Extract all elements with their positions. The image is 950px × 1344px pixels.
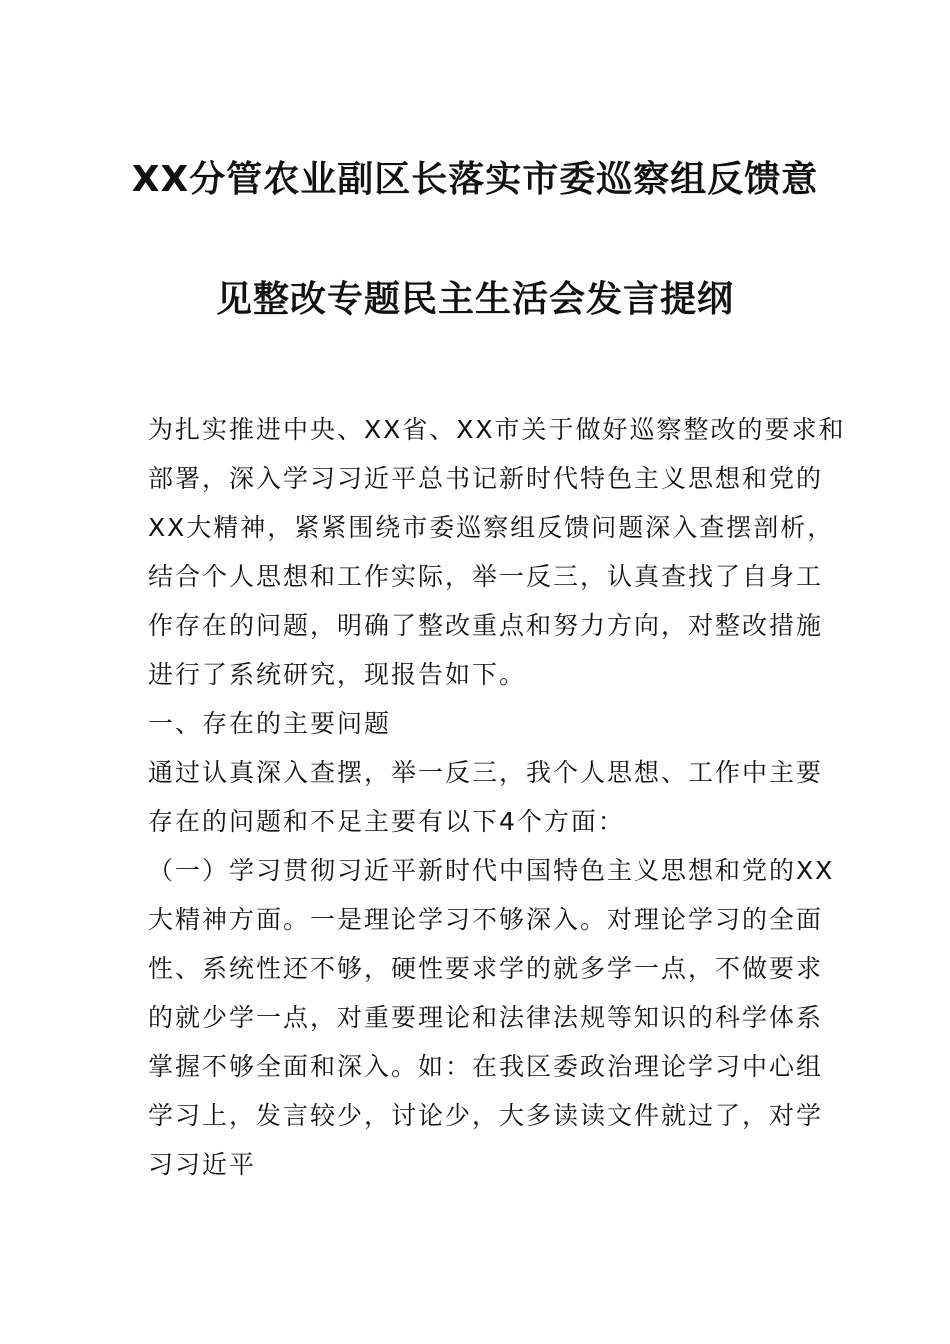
body-line: 学习上，发言较少，讨论少，大多读读文件就过了，对学 xyxy=(148,1101,824,1130)
body-line: 进行了系统研究，现报告如下。 xyxy=(148,660,527,689)
body-line: 作存在的问题，明确了整改重点和努力方向，对整改措施 xyxy=(148,611,824,640)
body-line: 习习近平 xyxy=(148,1150,257,1179)
body-line: 性、系统性还不够，硬性要求学的就多学一点，不做要求 xyxy=(148,954,824,983)
body-line: 通过认真深入查摆，举一反三，我个人思想、工作中主要 xyxy=(148,758,824,787)
body-line: 大精神方面。一是理论学习不够深入。对理论学习的全面 xyxy=(148,905,824,934)
body-line: 掌握不够全面和深入。如：在我区委政治理论学习中心组 xyxy=(148,1052,824,1081)
body-line: 的就少学一点，对重要理论和法律法规等知识的科学体系 xyxy=(148,1003,824,1032)
title-line-1: XX分管农业副区长落实市委巡察组反馈意 xyxy=(131,159,819,200)
body-line: （一）学习贯彻习近平新时代中国特色主义思想和党的XX xyxy=(148,856,835,885)
body-line: 部署，深入学习习近平总书记新时代特色主义思想和党的 xyxy=(148,464,824,493)
body-line: XX大精神，紧紧围绕市委巡察组反馈问题深入查摆剖析， xyxy=(148,513,835,542)
body-line: 结合个人思想和工作实际，举一反三，认真查找了自身工 xyxy=(148,562,824,591)
body-line: 存在的问题和不足主要有以下4个方面： xyxy=(148,807,625,836)
title-line-2: 见整改专题民主生活会发言提纲 xyxy=(215,279,734,320)
document-body xyxy=(148,405,846,1189)
body-line: 为扎实推进中央、XX省、XX市关于做好巡察整改的要求和 xyxy=(148,415,846,444)
section-heading: 一、存在的主要问题 xyxy=(148,709,392,738)
